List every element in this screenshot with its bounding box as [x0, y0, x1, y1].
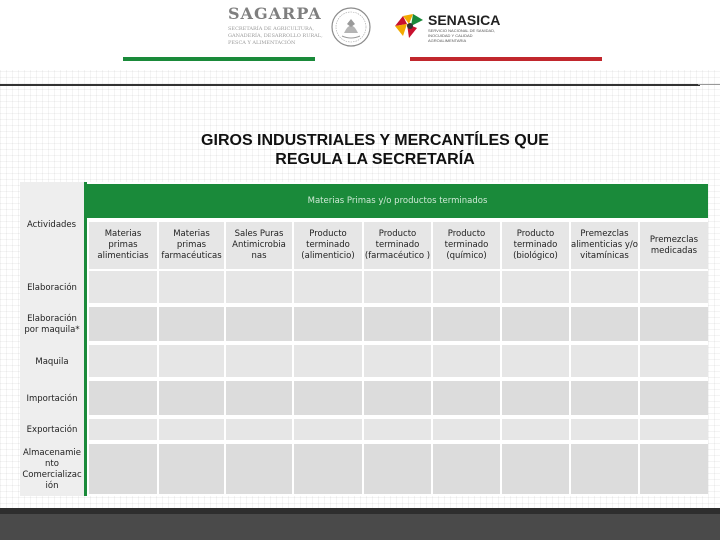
senasica-emblem-icon [393, 12, 427, 40]
page-title-line: GIROS INDUSTRIALES Y MERCANTÍLES QUE [201, 132, 549, 149]
table-cell [159, 271, 224, 303]
table-cell [294, 271, 362, 303]
senasica-logo [428, 13, 528, 43]
table-cell [571, 419, 638, 440]
row-label: Maquila [35, 356, 69, 367]
sagarpa-subtitle-line: PESCA Y ALIMENTACIÓN [228, 40, 296, 46]
sagarpa-subtitle [228, 26, 323, 47]
table-cell [159, 381, 224, 415]
table-cell [640, 271, 708, 303]
table-cell [89, 419, 157, 440]
sagarpa-logo [228, 5, 323, 51]
senasica-subtitle-line: AGROALIMENTARIA [428, 38, 467, 43]
table-cell [294, 345, 362, 377]
table-cell [226, 345, 292, 377]
table-cell [294, 381, 362, 415]
table-cell [159, 419, 224, 440]
table-cell [640, 419, 708, 440]
table-cell [89, 345, 157, 377]
table-cell [502, 307, 569, 341]
table-cell [364, 271, 431, 303]
table-cell [571, 381, 638, 415]
column-header: Producto terminado (farmacéutico ) [364, 222, 431, 269]
green-accent-line [123, 57, 315, 61]
table-cell [364, 307, 431, 341]
table-cell [364, 345, 431, 377]
table-cell [159, 345, 224, 377]
row-label: Almacenamie nto Comercializac ión [22, 448, 82, 491]
senasica-subtitle-line: INOCUIDAD Y CALIDAD [428, 33, 473, 38]
table-cell [159, 307, 224, 341]
table-cell [640, 381, 708, 415]
giros-table [20, 182, 708, 496]
column-header: Sales Puras Antimicrobia nas [226, 222, 292, 269]
table-cell [294, 307, 362, 341]
table-cell [89, 444, 157, 494]
table-cell [502, 419, 569, 440]
header-divider [0, 84, 700, 86]
column-header: Producto terminado (alimenticio) [294, 222, 362, 269]
table-cell [294, 419, 362, 440]
table-cell [226, 419, 292, 440]
table-cell [502, 381, 569, 415]
table-cell [364, 381, 431, 415]
footer-bar [0, 508, 720, 514]
table-cell [364, 419, 431, 440]
column-header: Materias primas alimenticias [89, 222, 157, 269]
table-cell [502, 345, 569, 377]
mexico-seal-icon [330, 6, 372, 48]
table-cell [226, 271, 292, 303]
column-header: Producto terminado (biológico) [502, 222, 569, 269]
column-header: Materias primas farmacéuticas [159, 222, 224, 269]
table-cell [571, 444, 638, 494]
table-cell [226, 307, 292, 341]
table-cell [571, 345, 638, 377]
senasica-subtitle-line: SERVICIO NACIONAL DE SANIDAD, [428, 28, 496, 33]
table-cell [640, 444, 708, 494]
table-cell [502, 444, 569, 494]
table-cell [640, 345, 708, 377]
group-header: Materias Primas y/o productos terminados [87, 184, 708, 218]
row-label: Elaboración por maquila* [24, 314, 80, 335]
page-title [150, 131, 600, 169]
table-cell [433, 307, 500, 341]
row-label: Elaboración [27, 282, 77, 293]
row-label: Importación [26, 393, 78, 404]
activities-header: Actividades [27, 219, 77, 230]
table-cell [89, 307, 157, 341]
table-cell [294, 444, 362, 494]
table-cell [433, 381, 500, 415]
table-cell [571, 271, 638, 303]
table-cell [364, 444, 431, 494]
table-cell [89, 271, 157, 303]
column-header: Premezclas medicadas [640, 222, 708, 269]
table-cell [226, 381, 292, 415]
row-label: Exportación [26, 425, 78, 435]
column-header: Producto terminado (químico) [433, 222, 500, 269]
table-cell [433, 345, 500, 377]
table-cell [640, 307, 708, 341]
senasica-subtitle [428, 28, 528, 43]
page-title-line: REGULA LA SECRETARÍA [275, 151, 475, 168]
senasica-name: SENASICA [428, 12, 501, 28]
column-header: Premezclas alimenticias y/o vitamínicas [571, 222, 638, 269]
table-cell [433, 271, 500, 303]
table-cell [159, 444, 224, 494]
sagarpa-subtitle-line: GANADERÍA, DESARROLLO RURAL, [228, 33, 323, 39]
sagarpa-name: SAGARPA [228, 4, 322, 23]
table-cell [433, 419, 500, 440]
table-cell [89, 381, 157, 415]
header-divider-tick [698, 84, 720, 85]
table-cell [433, 444, 500, 494]
sagarpa-subtitle-line: SECRETARÍA DE AGRICULTURA, [228, 26, 314, 32]
table-cell [226, 444, 292, 494]
table-cell [502, 271, 569, 303]
red-accent-line [410, 57, 602, 61]
table-cell [571, 307, 638, 341]
